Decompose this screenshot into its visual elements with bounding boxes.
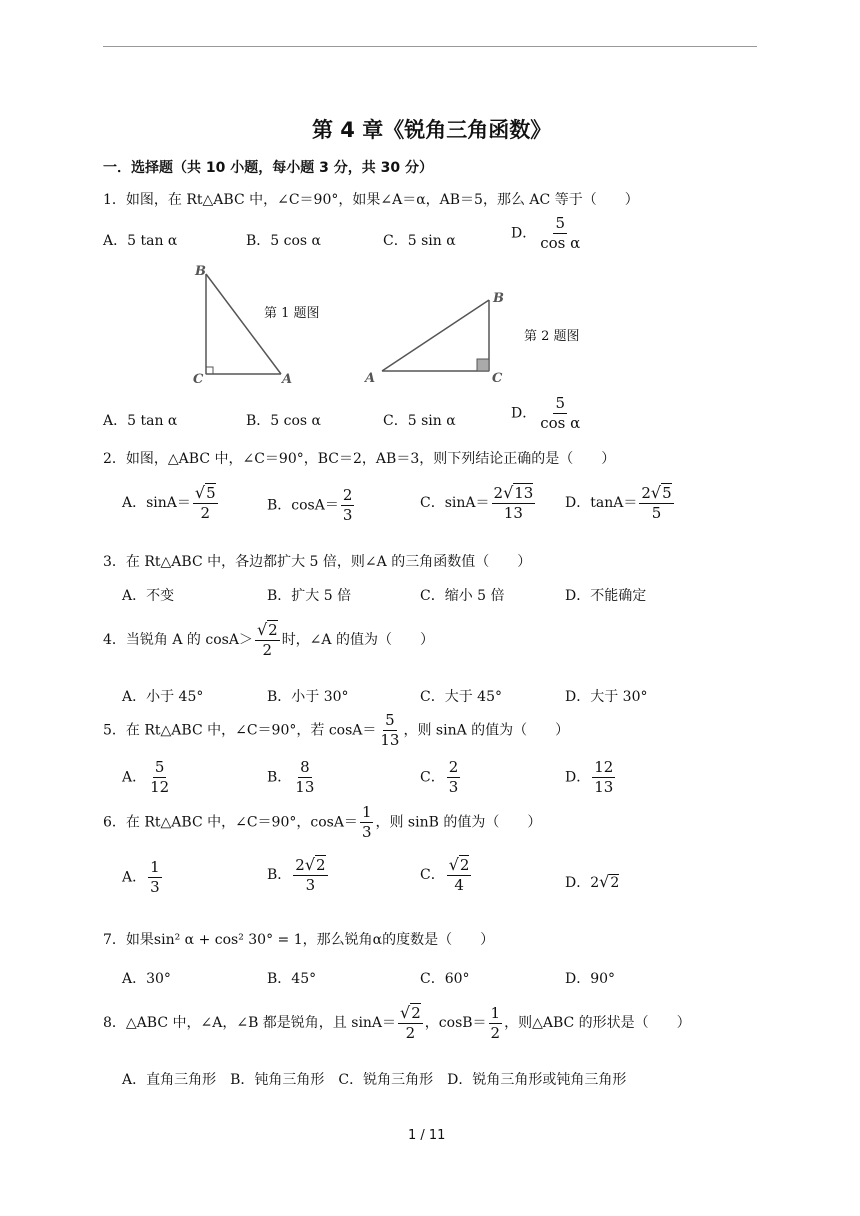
- fig1-label-c: C: [193, 372, 204, 387]
- fig1-label-a: A: [282, 372, 293, 387]
- question-2-stem: 2．如图，△ABC 中，∠C＝90°，BC＝2，AB＝3，则下列结论正确的是（ ）: [103, 451, 616, 467]
- q6-option-c: C． $\frac{√2}{4}$: [420, 855, 470, 894]
- page-title: 第 4 章《锐角三角函数》: [312, 118, 552, 142]
- figure-2-caption: 第 2 题图: [524, 329, 580, 344]
- q8-options: A．直角三角形 B．钝角三角形 C．锐角三角形 D．锐角三角形或钝角三角形: [122, 1072, 627, 1088]
- q1-option-a: A．5 tan α: [103, 233, 178, 249]
- q1b-option-c: C．5 sin α: [383, 413, 456, 429]
- q1-option-c: C．5 sin α: [383, 233, 456, 249]
- section-heading: 一．选择题（共 10 小题，每小题 3 分，共 30 分）: [103, 160, 433, 176]
- q5-option-b: B． $\frac{8}{13}$: [267, 758, 315, 796]
- figure-2-triangle: [370, 290, 510, 380]
- q3-option-a: A．不变: [122, 588, 175, 604]
- fig2-label-c: C: [492, 371, 503, 386]
- q7-option-a: A．30°: [122, 971, 171, 987]
- q2-option-d: D．tanA＝ $\frac{2√5}{5}$: [565, 483, 672, 522]
- fig1-label-b: B: [195, 264, 206, 279]
- q4-option-b: B．小于 30°: [267, 689, 349, 705]
- question-7-stem: 7．如果sin² α + cos² 30° = 1，那么锐角α的度数是（ ）: [103, 932, 495, 948]
- q5-option-d: D． $\frac{12}{13}$: [565, 758, 614, 796]
- q7-option-d: D．90°: [565, 971, 616, 987]
- fig2-label-a: A: [365, 371, 376, 386]
- q2-option-b: B．cosA＝ $\frac{2}{3}$: [267, 486, 353, 524]
- q5-option-c: C． $\frac{2}{3}$: [420, 758, 459, 796]
- q2-option-c: C．sinA＝ $\frac{2√13}{13}$: [420, 483, 534, 522]
- q3-option-c: C．缩小 5 倍: [420, 588, 505, 604]
- fig2-label-b: B: [493, 291, 504, 306]
- question-8-stem: 8．△ABC 中，∠A，∠B 都是锐角，且 sinA＝ $\frac{√2}{2}$ ，cosB＝ $\frac{1}{2}$ ，则△ABC 的形状是（ ）: [103, 1003, 691, 1042]
- question-3-stem: 3．在 Rt△ABC 中，各边都扩大 5 倍，则∠A 的三角函数值（ ）: [103, 554, 532, 570]
- question-5-stem: 5．在 Rt△ABC 中，∠C＝90°，若 cosA＝ $\frac{5}{13}$ ，则 sinA 的值为（ ）: [103, 711, 570, 749]
- header-rule: [103, 46, 757, 47]
- q4-option-a: A．小于 45°: [122, 689, 204, 705]
- question-4-stem: 4．当锐角 A 的 cosA＞ $\frac{√2}{2}$ 时，∠A 的值为（ ）: [103, 620, 434, 659]
- figure-1-caption: 第 1 题图: [264, 306, 320, 321]
- q6-option-d: D．2√2: [565, 872, 620, 891]
- q3-option-b: B．扩大 5 倍: [267, 588, 352, 604]
- q6-option-a: A． $\frac{1}{3}$: [122, 858, 160, 896]
- q1b-option-a: A．5 tan α: [103, 413, 178, 429]
- question-6-stem: 6．在 Rt△ABC 中，∠C＝90°，cosA＝ $\frac{1}{3}$ ，则 sinB 的值为（ ）: [103, 803, 542, 841]
- q5-option-a: A． $\frac{5}{12}$: [122, 758, 170, 796]
- q4-option-c: C．大于 45°: [420, 689, 502, 705]
- q6-option-b: B． $\frac{2√2}{3}$: [267, 855, 326, 894]
- q1b-option-b: B．5 cos α: [246, 413, 322, 429]
- q1-option-b: B．5 cos α: [246, 233, 322, 249]
- q4-option-d: D．大于 30°: [565, 689, 648, 705]
- q1b-option-d: D． $\frac{5}{\text{cos α}}$: [511, 394, 581, 432]
- q2-option-a: A．sinA＝ $\frac{√5}{2}$: [122, 483, 216, 522]
- page-number: 1 / 11: [408, 1128, 446, 1143]
- q7-option-b: B．45°: [267, 971, 317, 987]
- question-1-stem: 1．如图，在 Rt△ABC 中，∠C＝90°，如果∠A＝α，AB＝5，那么 AC 等于（ ）: [103, 192, 639, 208]
- q1-option-d: D． $\frac{5}{\text{cos α}}$: [511, 214, 581, 252]
- q7-option-c: C．60°: [420, 971, 470, 987]
- q3-option-d: D．不能确定: [565, 588, 647, 604]
